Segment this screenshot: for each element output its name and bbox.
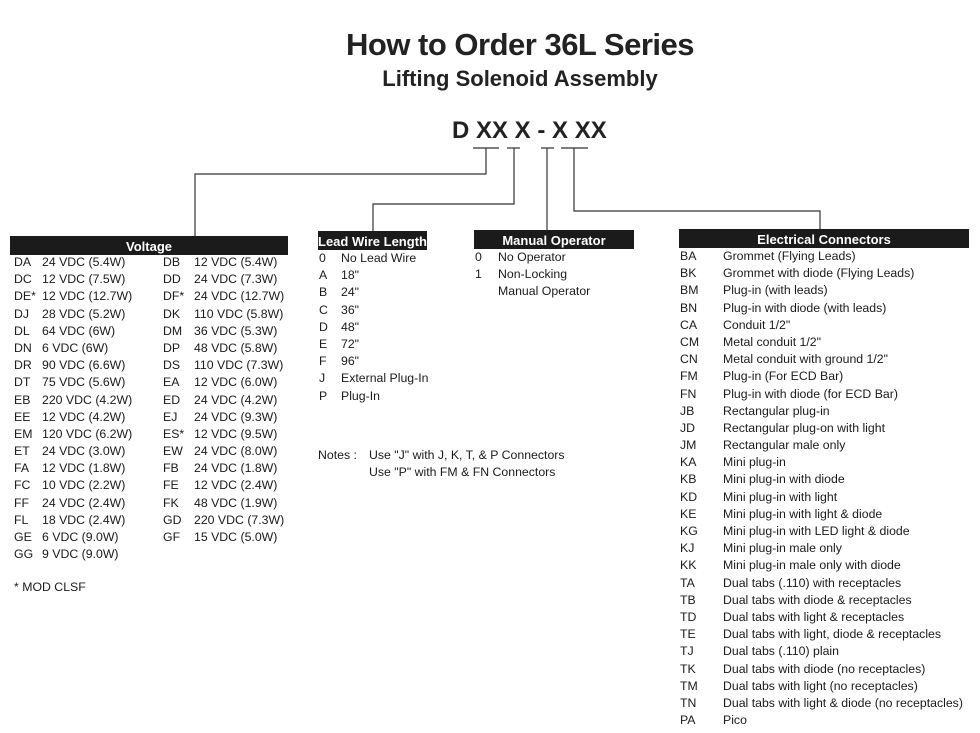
connector-row bbox=[680, 592, 970, 609]
item-description: 12 VDC (2.4W) bbox=[194, 478, 278, 493]
item-description: 220 VDC (4.2W) bbox=[42, 392, 133, 407]
connector-row bbox=[680, 334, 970, 351]
item-code: TJ bbox=[680, 644, 694, 659]
item-code: GD bbox=[163, 512, 182, 527]
voltage-row bbox=[14, 374, 154, 391]
item-description: Dual tabs with light, diode & receptacles bbox=[723, 627, 942, 642]
manual-operator-row bbox=[475, 283, 625, 300]
lead-wire-row bbox=[319, 388, 459, 405]
notes-label: Notes : bbox=[318, 448, 357, 462]
connector-row bbox=[680, 678, 970, 695]
item-description: Dual tabs with diode & receptacles bbox=[723, 592, 912, 607]
item-description: 18" bbox=[341, 268, 360, 283]
item-description: Grommet with diode (Flying Leads) bbox=[723, 266, 915, 281]
lead-wire-row bbox=[319, 319, 459, 336]
item-code: CM bbox=[680, 334, 700, 349]
connector-row bbox=[680, 523, 970, 540]
item-code: ET bbox=[14, 444, 30, 459]
item-code: E bbox=[319, 336, 328, 351]
item-code: DK bbox=[163, 306, 181, 321]
item-description: Mini plug-in male only with diode bbox=[723, 558, 901, 573]
item-code: DP bbox=[163, 340, 181, 355]
item-description: 90 VDC (6.6W) bbox=[42, 358, 126, 373]
voltage-row bbox=[14, 392, 154, 409]
item-description: 24 VDC (7.3W) bbox=[194, 272, 278, 287]
item-description: 120 VDC (6.2W) bbox=[42, 426, 133, 441]
lead-wire-header: Lead Wire Length bbox=[318, 231, 427, 250]
item-code: KG bbox=[680, 524, 698, 538]
manual-operator-row bbox=[475, 266, 625, 283]
item-description: 12 VDC (7.5W) bbox=[42, 272, 126, 287]
item-description: 28 VDC (5.2W) bbox=[42, 306, 126, 321]
item-code: J bbox=[319, 371, 326, 386]
item-code: TB bbox=[680, 592, 696, 607]
item-description: Plug-In bbox=[341, 388, 380, 403]
item-description: Rectangular plug-on with light bbox=[723, 420, 886, 435]
item-code: CN bbox=[680, 352, 698, 367]
connectors-list bbox=[680, 248, 970, 729]
voltage-row bbox=[14, 546, 154, 563]
item-code: JB bbox=[680, 403, 695, 418]
lead-wire-row bbox=[319, 302, 459, 319]
item-description: 6 VDC (6W) bbox=[42, 340, 109, 355]
item-code: 0 bbox=[319, 251, 326, 265]
voltage-header: Voltage bbox=[10, 236, 288, 255]
lead-wire-row bbox=[319, 284, 459, 301]
voltage-footnote: * MOD CLSF bbox=[14, 580, 86, 594]
item-code: TE bbox=[680, 627, 696, 642]
item-code: D bbox=[319, 319, 328, 334]
item-description: 6 VDC (9.0W) bbox=[42, 530, 119, 544]
item-code: FM bbox=[680, 369, 698, 384]
voltage-row bbox=[14, 357, 154, 374]
item-code: JD bbox=[680, 420, 696, 435]
item-description: 18 VDC (2.4W) bbox=[42, 512, 126, 527]
item-description: Dual tabs (.110) with receptacles bbox=[723, 575, 902, 590]
item-description: 48 VDC (1.9W) bbox=[194, 495, 278, 510]
item-code: TN bbox=[680, 695, 697, 710]
item-code: 1 bbox=[475, 267, 482, 282]
voltage-row bbox=[163, 409, 288, 426]
item-description: Manual Operator bbox=[498, 284, 591, 299]
item-code: TM bbox=[680, 678, 698, 693]
voltage-row bbox=[163, 288, 288, 305]
item-description: 24 VDC (12.7W) bbox=[194, 289, 285, 304]
voltage-row bbox=[163, 323, 288, 340]
item-code: DD bbox=[163, 272, 181, 287]
item-description: Mini plug-in with light & diode bbox=[723, 506, 883, 521]
item-code: FN bbox=[680, 386, 697, 401]
voltage-row bbox=[14, 443, 154, 460]
item-description: 24 VDC (4.2W) bbox=[194, 392, 278, 407]
item-code: TD bbox=[680, 609, 697, 624]
connector-row bbox=[680, 300, 970, 317]
item-description: 110 VDC (5.8W) bbox=[194, 306, 284, 321]
item-description: Mini plug-in with LED light & diode bbox=[723, 524, 910, 538]
voltage-row bbox=[163, 374, 288, 391]
connector-row bbox=[680, 712, 970, 729]
item-description: 12 VDC (9.5W) bbox=[194, 426, 278, 441]
voltage-row bbox=[14, 529, 154, 546]
item-code: TK bbox=[680, 661, 696, 676]
voltage-row bbox=[163, 271, 288, 288]
connector-row bbox=[680, 454, 970, 471]
connector-row bbox=[680, 661, 970, 678]
note-line-2: Use "P" with FM & FN Connectors bbox=[369, 465, 556, 479]
voltage-row bbox=[14, 477, 154, 494]
voltage-row bbox=[14, 271, 154, 288]
voltage-row bbox=[14, 495, 154, 512]
item-description: No Lead Wire bbox=[341, 251, 417, 265]
item-code: FK bbox=[163, 495, 179, 510]
item-code: FE bbox=[163, 478, 179, 493]
manual-operator-row bbox=[475, 249, 625, 266]
item-description: Dual tabs with light & receptacles bbox=[723, 609, 905, 624]
item-code: FB bbox=[163, 461, 179, 476]
item-code: GE bbox=[14, 530, 32, 544]
item-code: DE* bbox=[14, 289, 36, 304]
item-code: KJ bbox=[680, 541, 695, 556]
voltage-row bbox=[163, 512, 288, 529]
connector-row bbox=[680, 540, 970, 557]
connector-row bbox=[680, 386, 970, 403]
voltage-row bbox=[14, 426, 154, 443]
voltage-row bbox=[163, 357, 288, 374]
connector-row bbox=[680, 265, 970, 282]
item-code: DL bbox=[14, 323, 30, 338]
item-code: DM bbox=[163, 323, 183, 338]
connector-row bbox=[680, 403, 970, 420]
item-code: DR bbox=[14, 358, 32, 373]
item-code: EE bbox=[14, 409, 31, 424]
connectors-header: Electrical Connectors bbox=[679, 229, 969, 248]
item-code: BK bbox=[680, 266, 697, 281]
connector-row bbox=[680, 506, 970, 523]
item-description: Dual tabs with light (no receptacles) bbox=[723, 678, 918, 693]
item-code: KE bbox=[680, 506, 697, 521]
item-code: EB bbox=[14, 392, 31, 407]
item-description: Plug-in with diode (with leads) bbox=[723, 300, 887, 315]
item-code: FF bbox=[14, 495, 30, 510]
item-description: Conduit 1/2" bbox=[723, 317, 791, 332]
voltage-row bbox=[14, 512, 154, 529]
item-code: KD bbox=[680, 489, 698, 504]
item-description: Rectangular male only bbox=[723, 438, 846, 453]
item-code: ES* bbox=[163, 426, 185, 441]
page-subtitle: Lifting Solenoid Assembly bbox=[382, 66, 658, 91]
item-description: 24 VDC (1.8W) bbox=[194, 461, 278, 476]
voltage-row bbox=[14, 254, 154, 271]
voltage-row bbox=[14, 409, 154, 426]
connector-row bbox=[680, 437, 970, 454]
voltage-row bbox=[163, 306, 288, 323]
item-description: 36" bbox=[341, 302, 360, 317]
connector-row bbox=[680, 368, 970, 385]
item-description: 24 VDC (9.3W) bbox=[194, 409, 278, 424]
item-code: DB bbox=[163, 255, 181, 269]
item-description: 36 VDC (5.3W) bbox=[194, 323, 278, 338]
item-description: 12 VDC (5.4W) bbox=[194, 255, 278, 269]
item-code: EW bbox=[163, 444, 183, 459]
item-code: F bbox=[319, 354, 327, 369]
lead-wire-row bbox=[319, 250, 459, 267]
voltage-row bbox=[163, 460, 288, 477]
lead-wire-row bbox=[319, 336, 459, 353]
item-code: KB bbox=[680, 472, 697, 487]
connector-row bbox=[680, 282, 970, 299]
item-description: 12 VDC (6.0W) bbox=[194, 375, 278, 390]
item-code: DN bbox=[14, 340, 32, 355]
voltage-row bbox=[14, 323, 154, 340]
voltage-row bbox=[163, 340, 288, 357]
manual-operator-header: Manual Operator bbox=[474, 230, 634, 249]
item-description: 72" bbox=[341, 336, 360, 351]
item-description: Pico bbox=[723, 713, 747, 728]
connector-row bbox=[680, 626, 970, 643]
item-code: DT bbox=[14, 375, 31, 390]
item-code: BN bbox=[680, 300, 698, 315]
item-description: 12 VDC (1.8W) bbox=[42, 461, 126, 476]
item-description: 24 VDC (3.0W) bbox=[42, 444, 126, 459]
page-title: How to Order 36L Series bbox=[346, 27, 694, 62]
item-code: DA bbox=[14, 255, 32, 269]
manual-operator-list bbox=[475, 249, 625, 301]
item-description: Grommet (Flying Leads) bbox=[723, 249, 856, 263]
item-code: BA bbox=[680, 249, 697, 263]
item-description: 24" bbox=[341, 285, 360, 300]
connector-row bbox=[680, 609, 970, 626]
connector-row bbox=[680, 575, 970, 592]
lead-wire-row bbox=[319, 267, 459, 284]
connector-row bbox=[680, 695, 970, 712]
item-code: DF* bbox=[163, 289, 185, 304]
voltage-list-col2 bbox=[163, 254, 288, 546]
item-description: 15 VDC (5.0W) bbox=[194, 530, 278, 544]
voltage-row bbox=[163, 443, 288, 460]
voltage-row bbox=[14, 288, 154, 305]
item-description: 24 VDC (5.4W) bbox=[42, 255, 126, 269]
item-description: External Plug-In bbox=[341, 371, 429, 386]
connector-row bbox=[680, 420, 970, 437]
item-description: 48" bbox=[341, 319, 360, 334]
item-code: EJ bbox=[163, 409, 178, 424]
item-code: C bbox=[319, 302, 328, 317]
item-description: Metal conduit with ground 1/2" bbox=[723, 352, 889, 367]
item-description: 48 VDC (5.8W) bbox=[194, 340, 278, 355]
voltage-row bbox=[163, 529, 288, 546]
item-code: DC bbox=[14, 272, 32, 287]
lead-wire-row bbox=[319, 370, 459, 387]
item-code: JM bbox=[680, 438, 697, 453]
item-code: GG bbox=[14, 547, 34, 562]
voltage-row bbox=[163, 495, 288, 512]
item-code: FL bbox=[14, 512, 29, 527]
item-code: ED bbox=[163, 392, 181, 407]
connector-row bbox=[680, 489, 970, 506]
item-description: Non-Locking bbox=[498, 267, 568, 282]
item-description: 12 VDC (12.7W) bbox=[42, 289, 133, 304]
voltage-row bbox=[14, 340, 154, 357]
voltage-row bbox=[163, 426, 288, 443]
item-code: KA bbox=[680, 455, 697, 470]
item-code: EA bbox=[163, 375, 180, 390]
item-description: Rectangular plug-in bbox=[723, 403, 830, 418]
item-code: B bbox=[319, 285, 328, 300]
item-description: Dual tabs (.110) plain bbox=[723, 644, 839, 659]
item-description: Dual tabs with diode (no receptacles) bbox=[723, 661, 926, 676]
voltage-row bbox=[163, 477, 288, 494]
item-code: DJ bbox=[14, 306, 30, 321]
item-description: Plug-in (For ECD Bar) bbox=[723, 369, 844, 384]
item-description: 9 VDC (9.0W) bbox=[42, 547, 119, 562]
item-code: P bbox=[319, 388, 328, 403]
item-description: Plug-in with diode (for ECD Bar) bbox=[723, 386, 898, 401]
item-code: EM bbox=[14, 426, 33, 441]
item-description: Metal conduit 1/2" bbox=[723, 334, 822, 349]
item-code: TA bbox=[680, 575, 695, 590]
part-code: D XX X - X XX bbox=[452, 117, 607, 144]
item-description: 10 VDC (2.2W) bbox=[42, 478, 126, 493]
item-description: 64 VDC (6W) bbox=[42, 323, 116, 338]
voltage-row bbox=[14, 306, 154, 323]
item-description: Mini plug-in bbox=[723, 455, 786, 470]
item-description: Mini plug-in male only bbox=[723, 541, 842, 556]
item-description: No Operator bbox=[498, 250, 566, 264]
item-description: Plug-in (with leads) bbox=[723, 283, 828, 298]
note-line-1: Use "J" with J, K, T, & P Connectors bbox=[369, 448, 565, 462]
item-code: BM bbox=[680, 283, 699, 298]
item-code: FA bbox=[14, 461, 30, 476]
item-description: 75 VDC (5.6W) bbox=[42, 375, 126, 390]
item-code: FC bbox=[14, 478, 31, 493]
item-description: Dual tabs with light & diode (no receptacles) bbox=[723, 695, 963, 710]
lead-wire-list bbox=[319, 250, 459, 405]
item-description: Mini plug-in with light bbox=[723, 489, 838, 504]
item-code: A bbox=[319, 268, 328, 283]
connector-row bbox=[680, 471, 970, 488]
connector-row bbox=[680, 643, 970, 660]
item-description: 24 VDC (2.4W) bbox=[42, 495, 126, 510]
item-description: 12 VDC (4.2W) bbox=[42, 409, 126, 424]
item-code: GF bbox=[163, 530, 181, 544]
item-description: 110 VDC (7.3W) bbox=[194, 358, 284, 373]
connector-row bbox=[680, 351, 970, 368]
voltage-row bbox=[163, 254, 288, 271]
item-code: PA bbox=[680, 713, 696, 728]
item-description: Mini plug-in with diode bbox=[723, 472, 845, 487]
voltage-list-col1 bbox=[14, 254, 154, 563]
item-description: 24 VDC (8.0W) bbox=[194, 444, 278, 459]
lead-wire-row bbox=[319, 353, 459, 370]
item-description: 96" bbox=[341, 354, 360, 369]
item-code: 0 bbox=[475, 250, 482, 264]
connector-row bbox=[680, 557, 970, 574]
connector-row bbox=[680, 248, 970, 265]
voltage-row bbox=[14, 460, 154, 477]
item-code: KK bbox=[680, 558, 697, 573]
connector-row bbox=[680, 317, 970, 334]
item-description: 220 VDC (7.3W) bbox=[194, 512, 285, 527]
item-code: DS bbox=[163, 358, 181, 373]
item-code: CA bbox=[680, 317, 698, 332]
voltage-row bbox=[163, 392, 288, 409]
